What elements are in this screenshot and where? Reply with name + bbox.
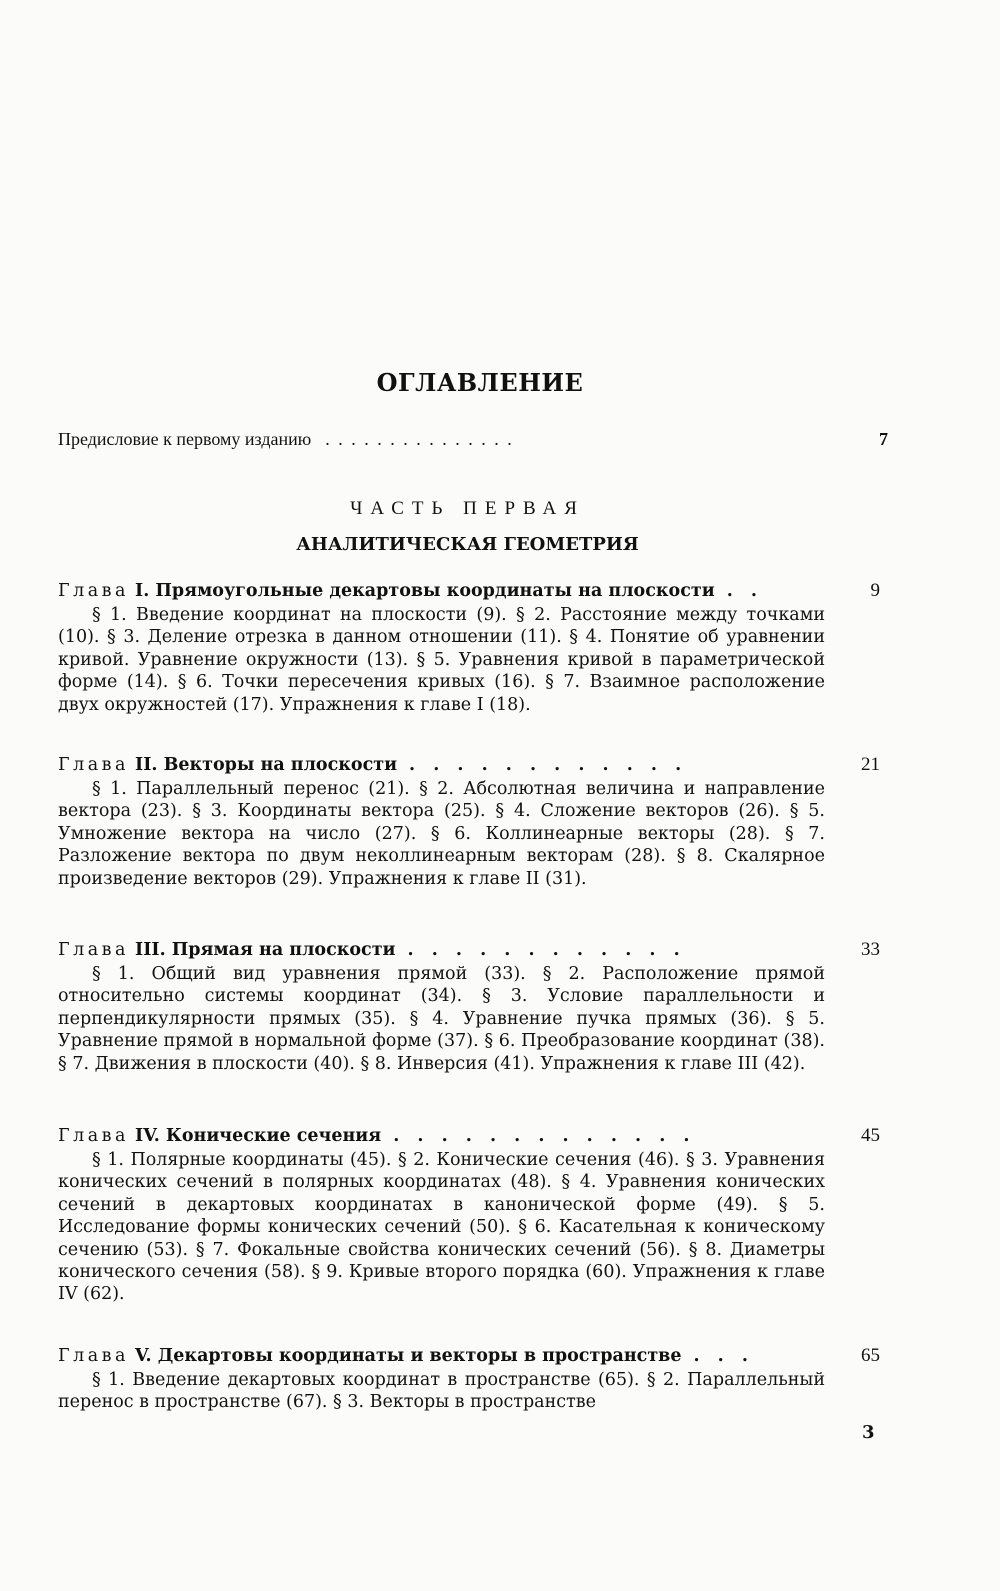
chapter-contents: § 1. Общий вид уравнения прямой (33). § 2. Расположение прямой относительно системы координат (34). § 3. Условие параллельности и перпендикулярности прямых (35). § 4. Уравнение пучка прямых (36). § 5. Уравнение прямой в нормальной форме (37). § 6. Преобразование координат (38). § 7. Движения в плоскости (40). § 8. Инверсия (41). Упражнения к главе III (42).	[58, 964, 825, 1074]
chapter-contents: § 1. Введение координат на плоскости (9). § 2. Расстояние между точками (10). § 3. Деление отрезка в данном отношении (11). § 4. Понятие об уравнении кривой. Уравнение окружности (13). § 5. Уравнения кривой в параметрической форме (14). § 6. Точки пересечения кривых (16). § 7. Взаимное расположение двух окружностей (17). Упражнения к главе I (18).	[58, 605, 825, 715]
page-number: 65	[861, 1345, 880, 1366]
chapter-word: Глава	[58, 755, 129, 775]
page-number: 21	[861, 754, 880, 775]
page-number: 45	[861, 1125, 880, 1146]
chapter-word: Глава	[58, 581, 129, 601]
chapter-heading	[58, 1125, 880, 1147]
toc-chapter	[58, 939, 880, 1075]
chapter-title: IV. Конические сечения	[135, 1126, 382, 1146]
chapter-heading	[58, 580, 880, 602]
page-number: 33	[861, 939, 880, 960]
toc-entry-preface	[58, 429, 888, 450]
dot-leader: . . . . . . . . . . . .	[407, 940, 686, 960]
dot-leader: . . .	[693, 1346, 754, 1366]
chapter-title: I. Прямоугольные декартовы координаты на плоскости	[135, 581, 715, 601]
part-title: АНАЛИТИЧЕСКАЯ ГЕОМЕТРИЯ	[296, 534, 639, 555]
folio-page-number: 3	[862, 1422, 875, 1443]
dot-leader: . . . . . . . . . . . .	[409, 755, 688, 775]
chapter-heading	[58, 939, 880, 961]
toc-chapter	[58, 1125, 880, 1306]
chapter-contents: § 1. Параллельный перенос (21). § 2. Абсолютная величина и направление вектора (23). § 3. Координаты вектора (25). § 4. Сложение векторов (26). § 5. Умножение вектора на число (27). § 6. Коллинеарные векторы (28). § 7. Разложение вектора по двум неколлинеарным векторам (28). § 8. Скалярное произведение векторов (29). Упражнения к главе II (31).	[58, 779, 825, 889]
toc-chapter	[58, 1345, 880, 1414]
chapter-heading	[58, 1345, 880, 1367]
chapter-contents: § 1. Введение декартовых координат в пространстве (65). § 2. Параллельный перенос в пространстве (67). § 3. Векторы в пространстве	[58, 1370, 825, 1413]
chapter-title: II. Векторы на плоскости	[135, 755, 398, 775]
chapter-contents: § 1. Полярные координаты (45). § 2. Конические сечения (46). § 3. Уравнения конических сечений в полярных координатах (48). § 4. Уравнения конических сечений в декартовых координатах в канонической форме (49). § 5. Исследование формы конических сечений (50). § 6. Касательная к коническому сечению (53). § 7. Фокальные свойства конических сечений (56). § 8. Диаметры конического сечения (58). § 9. Кривые второго порядка (60). Упражнения к главе IV (62).	[58, 1150, 825, 1305]
dot-leader: . . . . . . . . . . . . .	[393, 1126, 696, 1146]
chapter-title: V. Декартовы координаты и векторы в пространстве	[135, 1346, 682, 1366]
chapter-word: Глава	[58, 1126, 129, 1146]
chapter-heading	[58, 754, 880, 776]
chapter-word: Глава	[58, 1346, 129, 1366]
toc-chapter	[58, 580, 880, 716]
dot-leader: . . . . . . . . . . . . . . .	[325, 429, 514, 449]
toc-title: ОГЛАВЛЕНИЕ	[376, 368, 584, 397]
part-label: ЧАСТЬ ПЕРВАЯ	[350, 498, 585, 519]
preface-label: Предисловие к первому изданию	[58, 429, 312, 449]
page-number: 7	[879, 429, 888, 449]
chapter-title: III. Прямая на плоскости	[135, 940, 396, 960]
page-number: 9	[870, 580, 880, 601]
chapter-word: Глава	[58, 940, 129, 960]
dot-leader: . .	[726, 581, 763, 601]
toc-chapter	[58, 754, 880, 890]
